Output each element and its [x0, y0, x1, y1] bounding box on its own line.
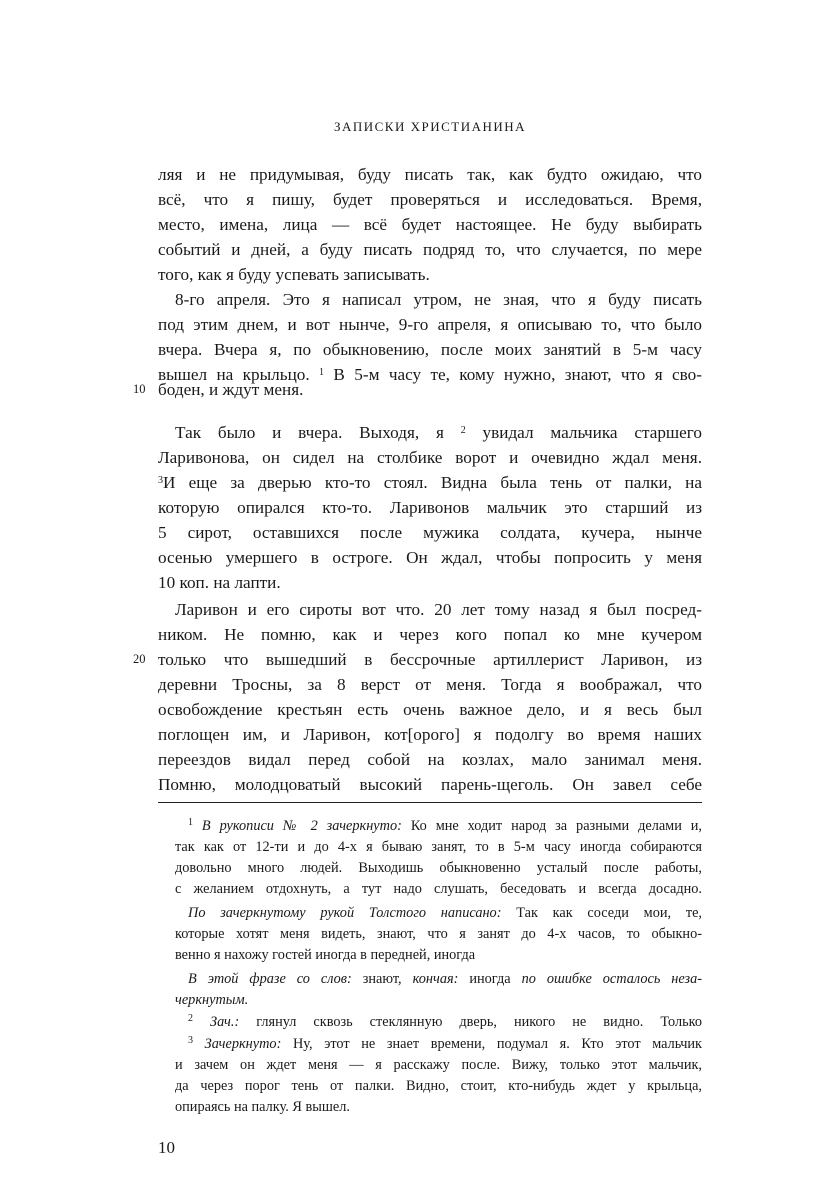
text-segment: иногда — [469, 971, 511, 987]
text-line: которую опирался кто-то. Ларивонов мальчик это старший из — [158, 498, 702, 517]
footnote-line: да через порог тень от палки. Видно, стоит, кто-нибудь ждет у крыльца, — [175, 1078, 702, 1094]
margin-line-number: 10 — [133, 382, 146, 396]
footnote-line — [175, 990, 702, 1011]
margin-line-number: 20 — [133, 652, 146, 666]
text-line: 10 коп. на лапти. — [158, 573, 281, 592]
footnote-marker: 2 — [188, 1013, 193, 1024]
footnote-italic: Зачеркнуто: — [204, 1036, 282, 1052]
text-segment: Так как соседи мои, те, — [516, 905, 702, 921]
page-number: 10 — [158, 1138, 175, 1157]
text-line: деревни Тросны, за 8 верст от меня. Тогда я воображал, что — [158, 675, 702, 694]
text-line: того, как я буду успевать записывать. — [158, 265, 430, 284]
footnote-line: и зачем он ждет меня — я расскажу после. Вижу, только этот мальчик, — [175, 1057, 702, 1073]
text-segment: вышел на крыльцо. — [158, 365, 310, 384]
text-line: вчера. Вчера я, по обыкновению, после моих занятий в 5-м часу — [158, 340, 702, 359]
footnote-line: так как от 12-ти и до 4-х я бываю занят, то в 5-м часу иногда собираются — [175, 839, 702, 855]
footnote-line: венно я нахожу гостей иногда в передней, иногда — [175, 947, 476, 963]
text-line: осенью умершего в остроге. Он ждал, чтобы попросить у меня — [158, 548, 702, 567]
footnote-line — [188, 903, 702, 924]
footnote-line — [188, 1034, 702, 1055]
text-line — [158, 470, 702, 495]
paragraph-start-line: 8-го апреля. Это я написал утром, не зная, что я буду писать — [175, 290, 702, 309]
text-segment: Ко мне ходит народ за разными делами и, — [410, 818, 703, 834]
text-line: ником. Не помню, как и через кого попал ко мне кучером — [158, 625, 702, 644]
text-line: событий и дней, а буду писать подряд то, что случается, по мере — [158, 240, 702, 259]
footnote-rule — [158, 802, 702, 803]
text-line: место, имена, лица — всё будет настоящее. Не буду выбирать — [158, 215, 702, 234]
running-head: ЗАПИСКИ ХРИСТИАНИНА — [333, 119, 527, 134]
footnote-italic: В этой фразе со слов: — [188, 971, 352, 987]
text-line: освобождение крестьян есть очень важное дело, и я весь был — [158, 700, 702, 719]
footnote-italic: по ошибке осталось неза- — [521, 971, 703, 987]
footnote-ref: 1 — [319, 367, 325, 378]
text-line: переездов видал перед собой на козлах, мало занимал меня. — [158, 750, 702, 769]
footnote-line: с желанием отдохнуть, а тут надо слушать, беседовать и всегда досадно. — [175, 881, 702, 897]
footnote-ref: 3 — [158, 475, 163, 486]
footnote-italic: По зачеркнутому рукой Толстого написано: — [188, 905, 502, 921]
text-line: 5 сирот, оставшихся после мужика солдата, кучера, нынче — [158, 523, 702, 542]
paragraph-start-line: Ларивон и его сироты вот что. 20 лет тому назад я был посред- — [175, 600, 702, 619]
text-line: поглощен им, и Ларивон, кот[орого] я подолгу во время наших — [158, 725, 702, 744]
footnote-italic: черкнутым. — [175, 992, 249, 1008]
text-line: Помню, молодцоватый высокий парень-щеголь. Он завел себе — [158, 775, 702, 794]
text-segment: И еще за дверью кто-то стоял. Видна была тень от палки, на — [163, 473, 702, 492]
text-segment: знают, — [362, 971, 402, 987]
footnote-marker: 1 — [188, 817, 193, 828]
text-segment: Ну, этот не знает времени, подумал я. Кто этот мальчик — [292, 1036, 703, 1052]
text-segment: увидал мальчика старшего — [482, 423, 703, 442]
footnote-line: которые хотят меня видеть, знают, что я занят до 4-х часов, то обыкно- — [175, 926, 702, 942]
text-line: боден, и ждут меня. — [158, 380, 304, 399]
footnote-marker: 3 — [188, 1035, 193, 1046]
footnote-italic: кончая: — [412, 971, 459, 987]
text-line: под этим днем, и вот нынче, 9-го апреля, я описываю то, что было — [158, 315, 702, 334]
footnote-ref: 2 — [460, 425, 466, 436]
text-line: Ларивонова, он сидел на столбике ворот и очевидно ждал меня. — [158, 448, 702, 467]
footnote-italic: В рукописи № 2 зачеркнуто: — [201, 818, 402, 834]
footnote-line — [188, 1012, 702, 1033]
footnote-italic: Зач.: — [210, 1014, 240, 1030]
text-line: всё, что я пишу, будет проверяться и исследоваться. Время, — [158, 190, 702, 209]
text-segment: В 5-м часу те, кому нужно, знают, что я сво- — [333, 365, 702, 384]
footnote-line — [188, 816, 702, 837]
footnote-line: довольно много людей. Выходишь обыкновенно усталый после работы, — [175, 860, 702, 876]
text-line: только что вышедший в бессрочные артиллерист Ларивон, из — [158, 650, 702, 669]
text-segment: Так было и вчера. Выходя, я — [175, 423, 444, 442]
footnote-line — [188, 969, 702, 990]
text-segment: глянул сквозь стеклянную дверь, никого не видно. Только — [256, 1014, 702, 1030]
footnote-line: опираясь на палку. Я вышел. — [175, 1099, 350, 1115]
text-line: ляя и не придумывая, буду писать так, как будто ожидаю, что — [158, 165, 702, 184]
paragraph-start-line — [175, 420, 702, 445]
